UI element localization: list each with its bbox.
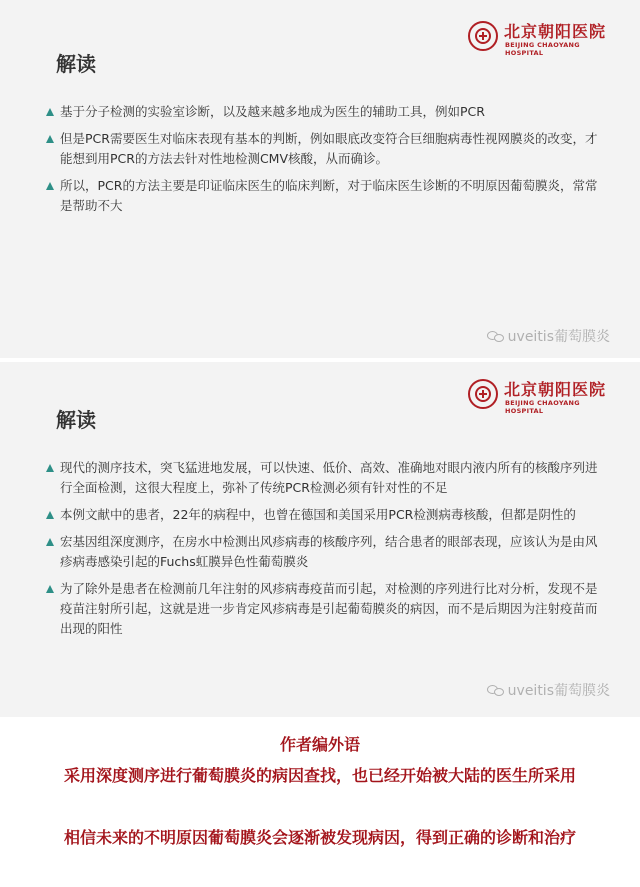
wechat-icon [487,683,505,697]
bullet-item: 为了除外是患者在检测前几年注射的风疹病毒疫苗而引起，对检测的序列进行比对分析，发现不是疫苗注射所引起，这就是进一步肯定风疹病毒是引起葡萄膜炎的病因，而不是后期因为注射疫苗而出现的阳性 [46,579,606,639]
bullet-item: 所以，PCR的方法主要是印证临床医生的临床判断，对于临床医生诊断的不明原因葡萄膜炎，常常是帮助不大 [46,176,606,216]
watermark: uveitis葡萄膜炎 [487,680,610,700]
bullet-item: 基于分子检测的实验室诊断，以及越来越多地成为医生的辅助工具，例如PCR [46,102,606,122]
editor-note-line-2: 相信未来的不明原因葡萄膜炎会逐渐被发现病因，得到正确的诊断和治疗 [63,828,576,847]
slide-2 [0,362,640,717]
hospital-seal-icon [468,379,498,409]
watermark: uveitis葡萄膜炎 [487,326,610,346]
slide-heading: 解读 [56,408,96,432]
editor-note-line-1: 采用深度测序进行葡萄膜炎的病因查找，也已经开始被大陆的医生所采用 [63,766,576,785]
triangle-bullet-icon [46,182,54,190]
slide-1 [0,0,640,358]
triangle-bullet-icon [46,538,54,546]
editor-note-title: 作者编外语 [279,735,360,754]
bullet-list [46,458,606,646]
bullet-item: 宏基因组深度测序，在房水中检测出风疹病毒的核酸序列，结合患者的眼部表现，应该认为是由风疹病毒感染引起的Fuchs虹膜异色性葡萄膜炎 [46,532,606,572]
bullet-list [46,102,606,223]
bullet-item: 但是PCR需要医生对临床表现有基本的判断，例如眼底改变符合巨细胞病毒性视网膜炎的改变，才能想到用PCR的方法去针对性地检测CMV核酸，从而确诊。 [46,129,606,169]
triangle-bullet-icon [46,135,54,143]
hospital-logo [468,376,618,416]
wechat-icon [487,329,505,343]
hospital-seal-icon [468,21,498,51]
hospital-name-cn: 北京朝阳医院 [504,380,607,399]
hospital-name-en: BEIJING CHAOYANG HOSPITAL [505,399,580,415]
hospital-name-en: BEIJING CHAOYANG HOSPITAL [505,41,580,57]
hospital-logo [468,18,618,58]
hospital-name-cn: 北京朝阳医院 [504,22,607,41]
bullet-item: 现代的测序技术，突飞猛进地发展，可以快速、低价、高效、准确地对眼内液内所有的核酸序列进行全面检测，这很大程度上，弥补了传统PCR检测必须有针对性的不足 [46,458,606,498]
triangle-bullet-icon [46,108,54,116]
triangle-bullet-icon [46,464,54,472]
bullet-item: 本例文献中的患者，22年的病程中，也曾在德国和美国采用PCR检测病毒核酸，但都是阴性的 [46,505,606,525]
slide-heading: 解读 [56,52,96,76]
triangle-bullet-icon [46,585,54,593]
triangle-bullet-icon [46,511,54,519]
